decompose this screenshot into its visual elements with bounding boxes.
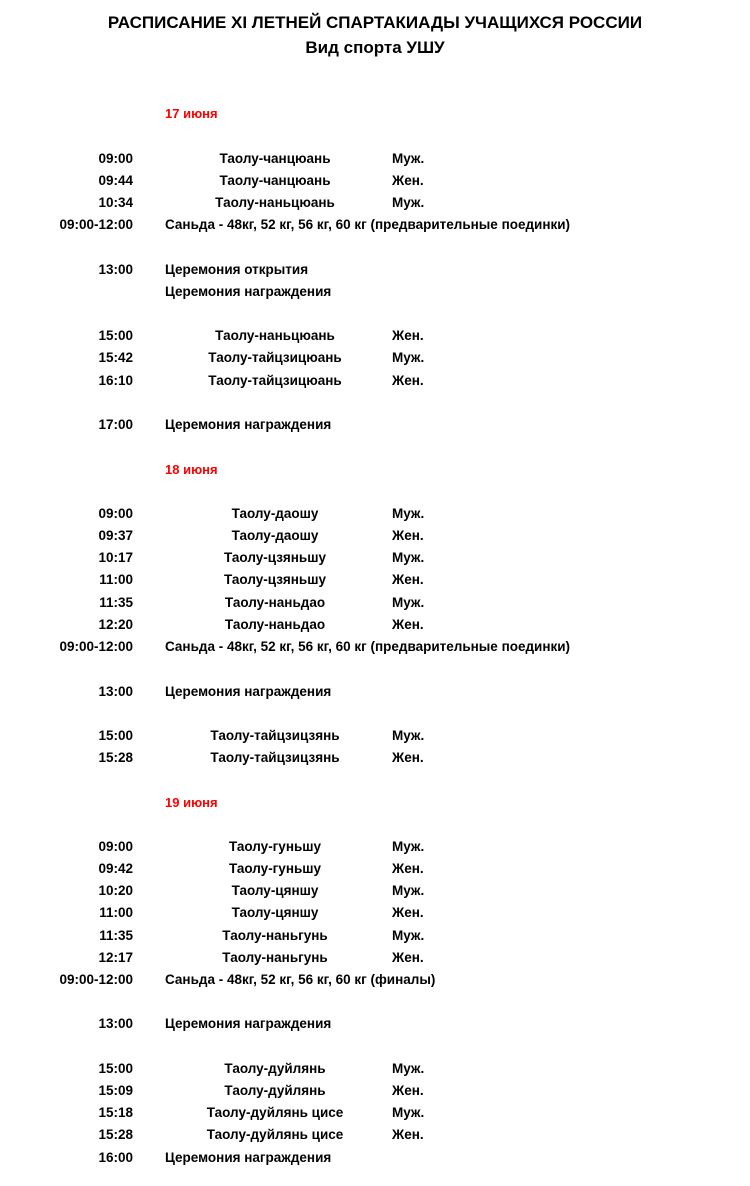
row-description: Церемония награждения	[165, 1150, 332, 1165]
schedule-row	[0, 172, 750, 190]
row-gender: Муж.	[392, 151, 425, 166]
row-event: Таолу-цяншу	[231, 905, 319, 920]
row-event: Таолу-чанцюань	[219, 173, 331, 188]
row-gender: Муж.	[392, 1105, 425, 1120]
row-event: Таолу-даошу	[231, 528, 319, 543]
schedule-row	[0, 416, 750, 434]
row-description: Церемония награждения	[165, 1016, 332, 1031]
row-gender: Жен.	[392, 528, 424, 543]
row-time: 15:09	[98, 1083, 133, 1098]
schedule-row	[0, 527, 750, 545]
schedule-row	[0, 150, 750, 168]
row-time: 09:00-12:00	[59, 972, 133, 987]
schedule-row	[0, 283, 750, 301]
row-gender: Муж.	[392, 195, 425, 210]
schedule-row	[0, 194, 750, 212]
row-time: 11:35	[99, 595, 133, 610]
row-description: Саньда - 48кг, 52 кг, 56 кг, 60 кг (финалы)	[165, 972, 436, 987]
row-gender: Жен.	[392, 861, 424, 876]
row-gender: Муж.	[392, 595, 425, 610]
row-event: Таолу-чанцюань	[219, 151, 331, 166]
row-gender: Жен.	[392, 373, 424, 388]
row-event: Таолу-тайцзицюань	[208, 373, 342, 388]
schedule-row	[0, 261, 750, 279]
row-event: Таолу-дуйлянь цисе	[206, 1105, 344, 1120]
row-event: Таолу-тайцзицзянь	[210, 750, 340, 765]
row-event: Таолу-цзяньшу	[224, 550, 326, 565]
row-event: Таолу-дуйлянь	[224, 1061, 326, 1076]
schedule-row	[0, 904, 750, 922]
row-time: 16:10	[98, 373, 133, 388]
row-gender: Жен.	[392, 1127, 424, 1142]
row-time: 15:00	[98, 728, 133, 743]
row-event: Таолу-тайцзицюань	[208, 350, 342, 365]
row-gender: Муж.	[392, 1061, 425, 1076]
row-gender: Муж.	[392, 506, 425, 521]
row-time: 15:28	[98, 750, 133, 765]
schedule-row	[0, 349, 750, 367]
row-time: 16:00	[98, 1150, 133, 1165]
row-event: Таолу-дуйлянь	[224, 1083, 326, 1098]
row-event: Таолу-цяншу	[231, 883, 319, 898]
schedule-row	[0, 971, 750, 989]
schedule-row	[0, 571, 750, 589]
row-time: 09:00	[98, 839, 133, 854]
schedule-row	[0, 949, 750, 967]
row-event: Таолу-даошу	[231, 506, 319, 521]
row-time: 15:00	[98, 1061, 133, 1076]
row-gender: Жен.	[392, 173, 424, 188]
row-gender: Жен.	[392, 950, 424, 965]
row-gender: Жен.	[392, 617, 424, 632]
row-time: 13:00	[98, 262, 133, 277]
row-time: 10:34	[98, 195, 133, 210]
row-event: Таолу-наньдао	[224, 595, 326, 610]
row-description: Церемония награждения	[165, 284, 332, 299]
row-time: 09:00-12:00	[59, 217, 133, 232]
schedule-row	[0, 860, 750, 878]
schedule-row	[0, 594, 750, 612]
schedule-row	[0, 1126, 750, 1144]
row-event: Таолу-тайцзицзянь	[210, 728, 340, 743]
row-gender: Муж.	[392, 928, 425, 943]
row-time: 09:00-12:00	[59, 639, 133, 654]
row-time: 15:18	[98, 1105, 133, 1120]
schedule-row	[0, 327, 750, 345]
row-description: Церемония открытия	[165, 262, 309, 277]
row-event: Таолу-наньгунь	[222, 928, 328, 943]
row-time: 09:44	[98, 173, 133, 188]
row-time: 12:17	[98, 950, 133, 965]
row-gender: Муж.	[392, 883, 425, 898]
row-time: 10:17	[98, 550, 133, 565]
page-subtitle: Вид спорта УШУ	[305, 38, 445, 57]
schedule-row	[0, 683, 750, 701]
row-gender: Муж.	[392, 550, 425, 565]
schedule-row	[0, 1060, 750, 1078]
schedule-row	[0, 727, 750, 745]
row-description: Саньда - 48кг, 52 кг, 56 кг, 60 кг (предварительные поединки)	[165, 217, 571, 232]
schedule-row	[0, 1149, 750, 1167]
day-date-2: 18 июня	[165, 462, 218, 477]
schedule-row	[0, 882, 750, 900]
schedule-row	[0, 838, 750, 856]
row-time: 12:20	[98, 617, 133, 632]
day-date-1: 17 июня	[165, 106, 218, 121]
row-time: 09:42	[98, 861, 133, 876]
schedule-row	[0, 1082, 750, 1100]
row-gender: Жен.	[392, 328, 424, 343]
row-time: 09:00	[98, 506, 133, 521]
row-event: Таолу-наньцюань	[215, 328, 335, 343]
schedule-row	[0, 1015, 750, 1033]
row-time: 11:00	[99, 905, 133, 920]
page-title: РАСПИСАНИЕ XI ЛЕТНЕЙ СПАРТАКИАДЫ УЧАЩИХСЯ РОССИИ	[107, 13, 643, 32]
row-event: Таолу-наньдао	[224, 617, 326, 632]
row-time: 11:00	[99, 572, 133, 587]
row-event: Таолу-гуньшу	[228, 861, 322, 876]
row-time: 15:00	[98, 328, 133, 343]
row-time: 09:37	[98, 528, 133, 543]
row-time: 15:28	[98, 1127, 133, 1142]
row-time: 10:20	[98, 883, 133, 898]
row-time: 17:00	[98, 417, 133, 432]
row-gender: Муж.	[392, 839, 425, 854]
row-event: Таолу-наньцюань	[215, 195, 335, 210]
schedule-row	[0, 927, 750, 945]
schedule-row	[0, 638, 750, 656]
schedule-row	[0, 549, 750, 567]
row-description: Саньда - 48кг, 52 кг, 56 кг, 60 кг (предварительные поединки)	[165, 639, 571, 654]
row-gender: Жен.	[392, 1083, 424, 1098]
row-event: Таолу-цзяньшу	[224, 572, 326, 587]
row-time: 09:00	[98, 151, 133, 166]
day-date-3: 19 июня	[165, 795, 218, 810]
row-description: Церемония награждения	[165, 417, 332, 432]
row-gender: Муж.	[392, 350, 425, 365]
row-gender: Жен.	[392, 572, 424, 587]
schedule-row	[0, 616, 750, 634]
row-event: Таолу-наньгунь	[222, 950, 328, 965]
row-time: 15:42	[98, 350, 133, 365]
schedule-row	[0, 505, 750, 523]
row-gender: Жен.	[392, 750, 424, 765]
row-event: Таолу-гуньшу	[228, 839, 322, 854]
row-time: 13:00	[98, 684, 133, 699]
row-gender: Муж.	[392, 728, 425, 743]
schedule-row	[0, 1104, 750, 1122]
row-event: Таолу-дуйлянь цисе	[206, 1127, 344, 1142]
row-description: Церемония награждения	[165, 684, 332, 699]
schedule-row	[0, 216, 750, 234]
schedule-row	[0, 372, 750, 390]
row-time: 13:00	[98, 1016, 133, 1031]
schedule-row	[0, 749, 750, 767]
row-gender: Жен.	[392, 905, 424, 920]
row-time: 11:35	[99, 928, 133, 943]
